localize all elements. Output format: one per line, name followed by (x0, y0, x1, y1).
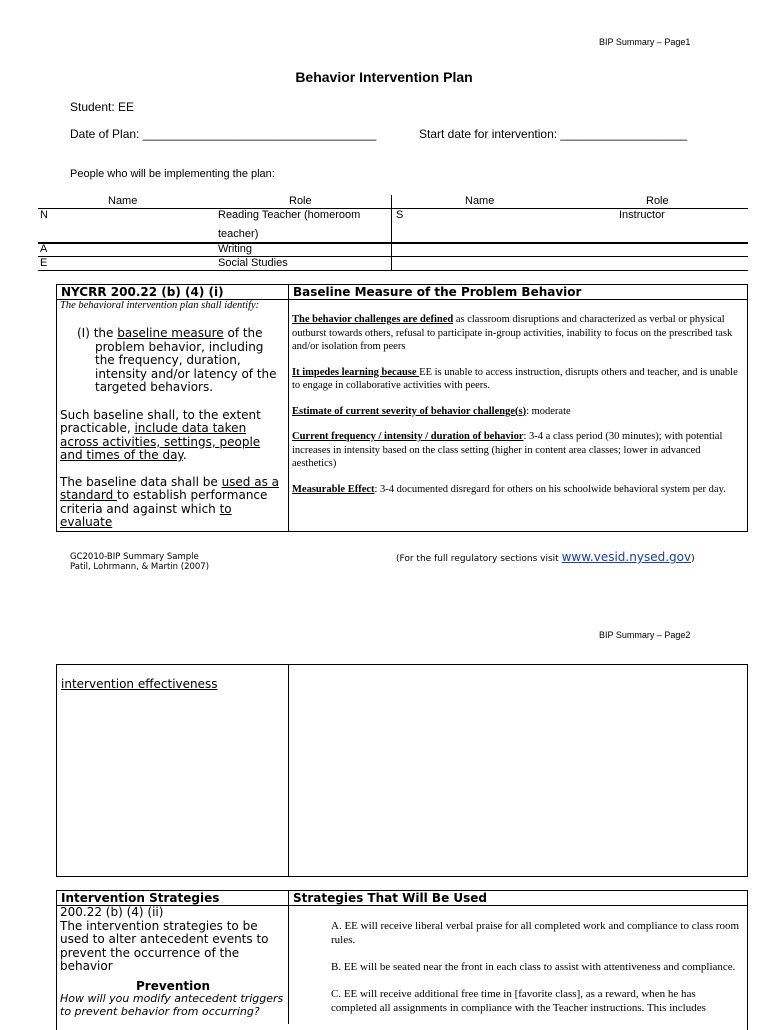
regulation-description: The intervention strategies to be used to alter antecedent events to prevent the occurrence of the behavior (60, 918, 269, 973)
regulation-item-1: (I) the baseline measure of the problem behavior, including the frequency, duration, intensity and/or latency of the targeted behaviors. (77, 326, 277, 394)
col-role: Role (289, 195, 312, 207)
people-label: People who will be implementing the plan: (70, 168, 275, 180)
table-cell: Instructor (619, 209, 665, 221)
table-row: N (40, 209, 48, 221)
baseline-header: Baseline Measure of the Problem Behavior (293, 285, 582, 299)
list-item: A. EE will receive liberal verbal praise for all completed work and compliance to class room rules. (331, 920, 740, 946)
table-cell: S (396, 209, 404, 221)
strategies-left-header: Intervention Strategies (61, 891, 220, 905)
measurable-effect: Measurable Effect: 3-4 documented disregard for others on his schoolwide behavioral system per day. (292, 483, 726, 495)
page-header: BIP Summary – Page1 (599, 37, 691, 47)
table-cell: teacher) (218, 228, 259, 240)
col-name: Name (108, 195, 138, 207)
list-item: C. EE will receive additional free time in [favorite class], as a reward, when he has completed all assignments in compliance with the Teacher instructions. This includes (331, 988, 706, 1014)
regulation-link[interactable]: www.vesid.nysed.gov (561, 550, 692, 564)
continuation-table (56, 664, 748, 877)
date-of-plan: Date of Plan: ___________________________________ (70, 127, 377, 141)
table-rule (38, 242, 748, 244)
table-cell: Social Studies (218, 257, 288, 269)
continuation-text: intervention effectiveness (61, 677, 218, 691)
baseline-text (292, 313, 744, 496)
prevention-question: How will you modify antecedent triggers to prevent behavior from occurring? (60, 992, 284, 1018)
col-role-2: Role (646, 195, 669, 207)
table-divider (288, 664, 289, 877)
behavior-definition: The behavior challenges are defined as classroom disruptions and characterized as verbal or physical outburst towards others, refusal to participate in-group activities, inability to focus on the prescribed task and/or isolation from peers (292, 314, 733, 352)
prevention-heading: Prevention (136, 978, 210, 993)
frequency-intensity: Current frequency / intensity / duration of behavior: 3-4 a class period (30 minutes); with potential increases in intensity based on the class setting (higher in content area classes; lower in advanced aesthetics) (292, 431, 723, 469)
regulation-intro: The behavioral intervention plan shall identify: (60, 300, 260, 311)
table-divider (288, 890, 289, 1024)
col-name-2: Name (465, 195, 495, 207)
table-cell: Reading Teacher (homeroom (218, 209, 361, 221)
page-footer-left: GC2010-BIP Summary Sample Patil, Lohrmann, & Martin (2007) (70, 552, 210, 572)
regulation-header: NYCRR 200.22 (b) (4) (i) (61, 285, 224, 299)
strategies-right-header: Strategies That Will Be Used (293, 891, 488, 905)
strategies-regulation (60, 906, 286, 1018)
start-date: Start date for intervention: ___________________ (419, 127, 688, 141)
learning-impact: It impedes learning because EE is unable to access instruction, disrupts others and teacher, and is unable to engage in collaborative activities with peers. (292, 366, 738, 391)
regulation-para-3: The baseline data shall be used as a standard to establish performance criteria and against which to evaluate (60, 474, 280, 529)
table-rule (38, 270, 748, 271)
regulation-number: 200.22 (b) (4) (ii) (60, 905, 164, 919)
table-rule (38, 256, 748, 257)
table-divider (391, 195, 392, 271)
document-title: Behavior Intervention Plan (295, 69, 473, 85)
page-header-2: BIP Summary – Page2 (599, 630, 691, 640)
regulation-text (60, 300, 286, 530)
list-item: B. EE will be seated near the front in each class to assist with attentiveness and compliance. (331, 961, 736, 973)
strategies-list (331, 919, 743, 1015)
table-divider (288, 284, 289, 532)
student-line: Student: EE (70, 100, 135, 114)
page-footer-right: (For the full regulatory sections visit www.vesid.nysed.gov) (396, 550, 695, 564)
table-row: E (40, 257, 48, 269)
regulation-para-2: Such baseline shall, to the extent practicable, include data taken across activities, settings, people and times of the day. (60, 407, 261, 462)
table-cell: Writing (218, 243, 253, 255)
severity-estimate: Estimate of current severity of behavior challenge(s): moderate (292, 405, 571, 417)
table-row: A (40, 243, 48, 255)
